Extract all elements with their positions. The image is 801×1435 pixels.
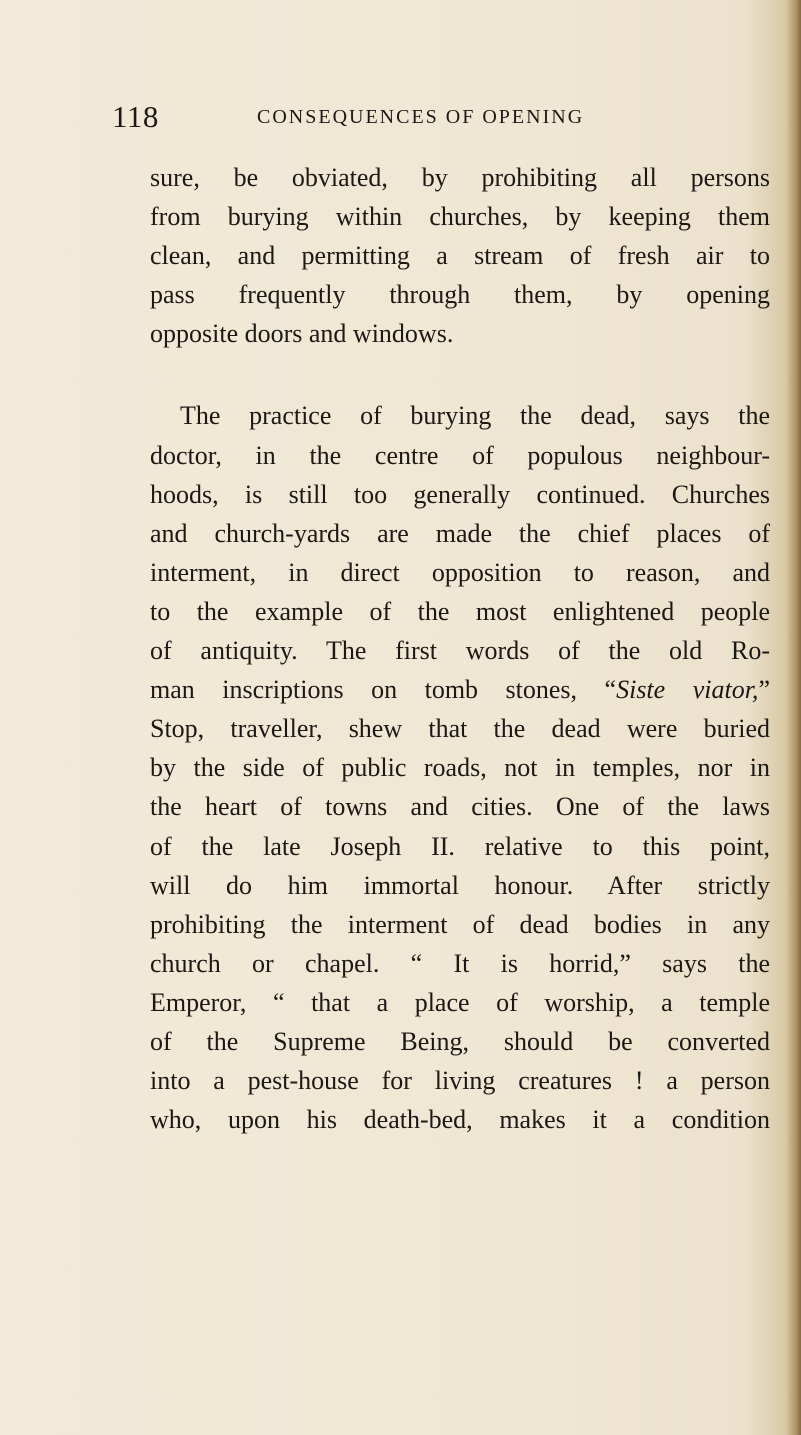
text-line: opposite doors and windows. bbox=[150, 319, 454, 349]
text-line: pass frequently through them, by opening bbox=[150, 280, 770, 310]
latin-phrase: Siste viator, bbox=[616, 675, 759, 705]
text-run: ” bbox=[758, 675, 770, 705]
text-line: prohibiting the interment of dead bodies in any bbox=[150, 909, 770, 939]
text-line: to the example of the most enlightened people bbox=[150, 596, 770, 626]
text-line: and church-yards are made the chief places of bbox=[150, 518, 770, 548]
page-header bbox=[112, 97, 772, 137]
text-line: hoods, is still too generally continued. Churches bbox=[150, 479, 770, 509]
running-title: CONSEQUENCES OF OPENING bbox=[257, 106, 585, 128]
body-text bbox=[150, 158, 770, 1139]
text-line bbox=[150, 670, 770, 709]
paragraph-gap bbox=[150, 353, 770, 396]
text-line: of the Supreme Being, should be converted bbox=[150, 1026, 770, 1056]
text-line: the heart of towns and cities. One of the laws bbox=[150, 792, 770, 822]
text-line: into a pest-house for living creatures ! a person bbox=[150, 1066, 770, 1096]
text-line: Emperor, “ that a place of worship, a temple bbox=[150, 987, 770, 1017]
text-line: sure, be obviated, by prohibiting all persons bbox=[150, 163, 770, 192]
page-number: 118 bbox=[112, 99, 159, 134]
text-run: man inscriptions on tomb stones, “ bbox=[150, 675, 617, 705]
text-line: clean, and permitting a stream of fresh air to bbox=[150, 241, 770, 271]
text-line: from burying within churches, by keeping them bbox=[150, 202, 770, 232]
page-edge-shadow bbox=[787, 0, 801, 1435]
text-line: The practice of burying the dead, says the bbox=[180, 401, 770, 431]
text-line: interment, in direct opposition to reason, and bbox=[150, 557, 770, 587]
text-line: church or chapel. “ It is horrid,” says the bbox=[150, 948, 770, 978]
text-line: doctor, in the centre of populous neighbour- bbox=[150, 440, 770, 470]
text-line: by the side of public roads, not in temples, nor in bbox=[150, 753, 770, 783]
text-line: will do him immortal honour. After strictly bbox=[150, 870, 770, 900]
text-line: who, upon his death-bed, makes it a condition bbox=[150, 1105, 770, 1135]
text-line: Stop, traveller, shew that the dead were buried bbox=[150, 714, 770, 744]
text-line: of the late Joseph II. relative to this point, bbox=[150, 831, 770, 861]
text-line: of antiquity. The first words of the old Ro- bbox=[150, 636, 770, 666]
